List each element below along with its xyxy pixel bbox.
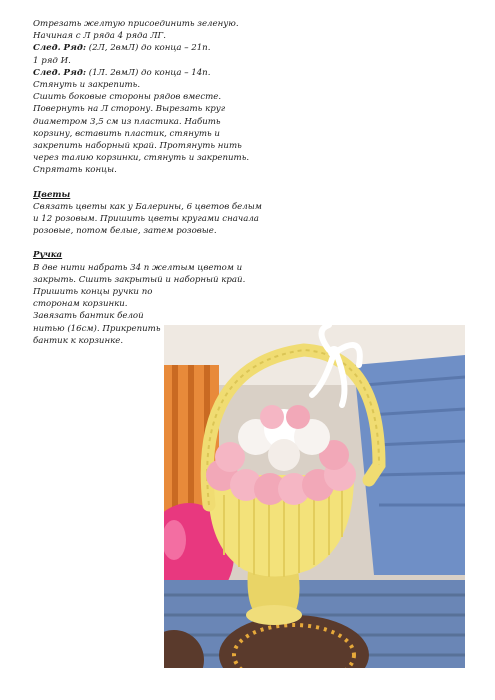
handle-line: Пришить концы ручки по bbox=[33, 287, 153, 298]
instruction-line: 1 ряд И. bbox=[33, 55, 71, 66]
pattern-text bbox=[33, 18, 262, 347]
handle-line: бантик к корзинке. bbox=[33, 335, 124, 346]
handle-line: Завязать бантик белой bbox=[33, 311, 144, 322]
instruction-line: Спрятать концы. bbox=[33, 165, 117, 176]
handle-line: сторонам корзинки. bbox=[33, 299, 128, 310]
row-label: След. Ряд: bbox=[33, 67, 87, 78]
instruction-line bbox=[33, 67, 248, 79]
row-label: След. Ряд: bbox=[33, 43, 87, 54]
instruction-line: через талию корзинки, стянуть и закрепить. bbox=[33, 153, 250, 164]
handle-line: нитью (16см). Прикрепить bbox=[33, 323, 161, 334]
section-heading-flowers: Цветы bbox=[33, 189, 71, 200]
row-text: (2Л, 2вмЛ) до конца – 21п. bbox=[86, 43, 211, 54]
instruction-line: корзину, вставить пластик, стянуть и bbox=[33, 128, 220, 139]
flowers-line: и 12 розовым. Пришить цветы кругами сначала bbox=[33, 214, 259, 225]
handle-line: закрыть. Сшить закрытый и наборный край. bbox=[33, 274, 246, 285]
instruction-line: Стянуть и закрепить. bbox=[33, 80, 141, 91]
instruction-line: Отрезать желтую присоединить зеленую. bbox=[33, 19, 239, 29]
instruction-line: Повернуть на Л сторону. Вырезать круг bbox=[33, 104, 226, 115]
section-heading-handle: Ручка bbox=[33, 250, 63, 261]
flowers-line: Связать цветы как у Балерины, 6 цветов белым bbox=[33, 201, 262, 212]
handle-line: В две нити набрать 34 п желтым цветом и bbox=[33, 262, 243, 273]
instruction-line bbox=[33, 42, 248, 54]
row-text: (1Л. 2вмЛ) до конца – 14п. bbox=[86, 67, 211, 78]
instruction-line: диаметром 3,5 см из пластика. Набить bbox=[33, 116, 221, 127]
basket-photo bbox=[164, 325, 465, 668]
flowers-line: розовые, потом белые, затем розовые. bbox=[33, 226, 217, 237]
instruction-line: Сшить боковые стороны рядов вместе. bbox=[33, 92, 222, 103]
instruction-line: закрепить наборный край. Протянуть нить bbox=[33, 141, 242, 152]
instruction-line: Начиная с Л ряда 4 ряда ЛГ. bbox=[33, 31, 166, 42]
